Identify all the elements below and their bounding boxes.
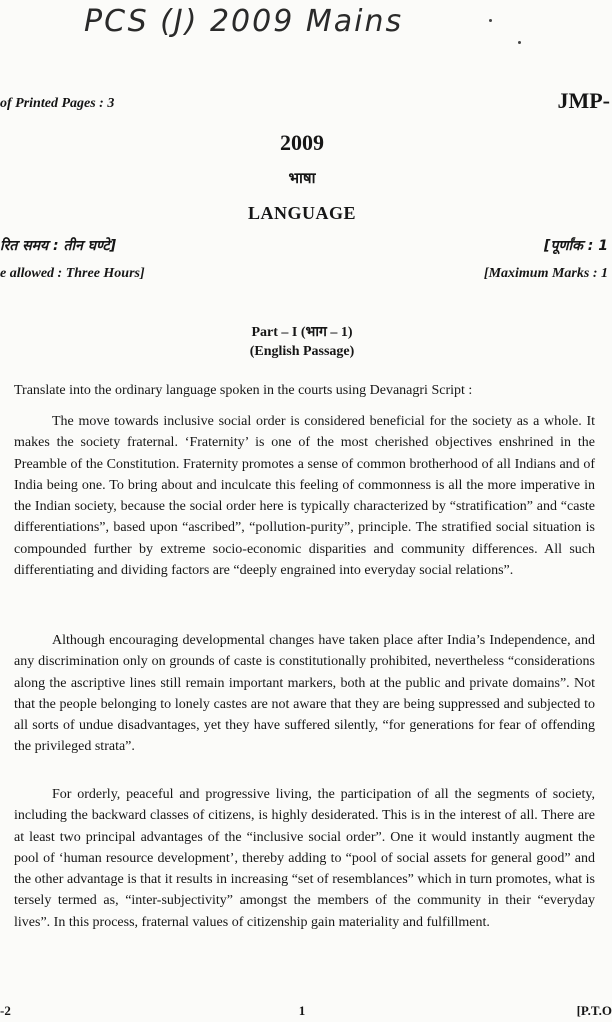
time-allowed-hindi: रित समय : तीन घण्टे]	[0, 238, 116, 254]
time-allowed-english: e allowed : Three Hours]	[0, 266, 145, 281]
passage-paragraph-3: For orderly, peaceful and progressive living, the participation of all the segments of society, including the backward classes of citizens, is highly desiderated. This is in the interest of all. There are at least two principal advantages of the “inclusive social order”. One it would instantly augment the pool of ‘human resource development’, thereby adding to “pool of social assets for general good” and the other advantage is that it results in increasing “set of resemblances” which in turn promotes, what is tersely termed as, “inter-subjectivity” amongst the members of the community in their “everyday lives”. In this process, fraternal values of citizenship gain materiality and fulfillment.	[14, 787, 595, 930]
printed-pages-count: of Printed Pages : 3	[0, 96, 115, 111]
ink-dot	[489, 19, 492, 22]
passage-paragraph-2: Although encouraging developmental changes have taken place after India’s Independence, and any discrimination only on grounds of caste is constitutionally prohibited, nevertheless “considerations along the ascriptive lines still remain important markers, both at the public and private domains”. Not that the people belonging to lonely castes are not aware that they are being suppressed and subjected to all sorts of undue disadvantages, yet they have suffered silently, “for generations for fear of offending the privileged strata”.	[14, 633, 595, 755]
passage-paragraph-1: The move towards inclusive social order is considered beneficial for the society as a whole. It makes the society fraternal. ‘Fraternity’ is one of the most cherished objectives enshrined in the Preamble of the Constitution. Fraternity promotes a sense of common brotherhood of all Indians and of India being one. To bring about and inculcate this feeling of commonness is all the more imperative in the Indian society, because the social order here is typically characterized by “stratification” and “caste differentiations”, based upon “ascribed”, “pollution-purity”, principle. The stratified social situation is compounded further by extreme socio-economic disparities and community differences. All such differentiating and dividing factors are “deeply engrained into everyday social relations”.	[14, 414, 595, 579]
maximum-marks-english: [Maximum Marks : 1	[483, 266, 608, 281]
subject-title-english: LANGUAGE	[247, 203, 356, 223]
please-turn-over: [P.T.O	[576, 1003, 612, 1018]
paper-code: JMP-	[557, 88, 610, 113]
page-number: 1	[298, 1003, 306, 1018]
part-heading: Part – I (भाग – 1)	[251, 325, 353, 340]
exam-year: 2009	[280, 130, 324, 155]
question-instruction: Translate into the ordinary language spoken in the courts using Devanagri Script :	[14, 383, 473, 398]
subject-title-hindi: भाषा	[288, 169, 316, 187]
footer-code: -2	[0, 1003, 11, 1018]
section-subtitle: (English Passage)	[249, 344, 355, 359]
maximum-marks-hindi: [पूर्णांक : 1	[544, 238, 608, 254]
handwritten-note: PCS (J) 2009 Mains	[84, 4, 404, 39]
ink-dot	[518, 41, 521, 44]
